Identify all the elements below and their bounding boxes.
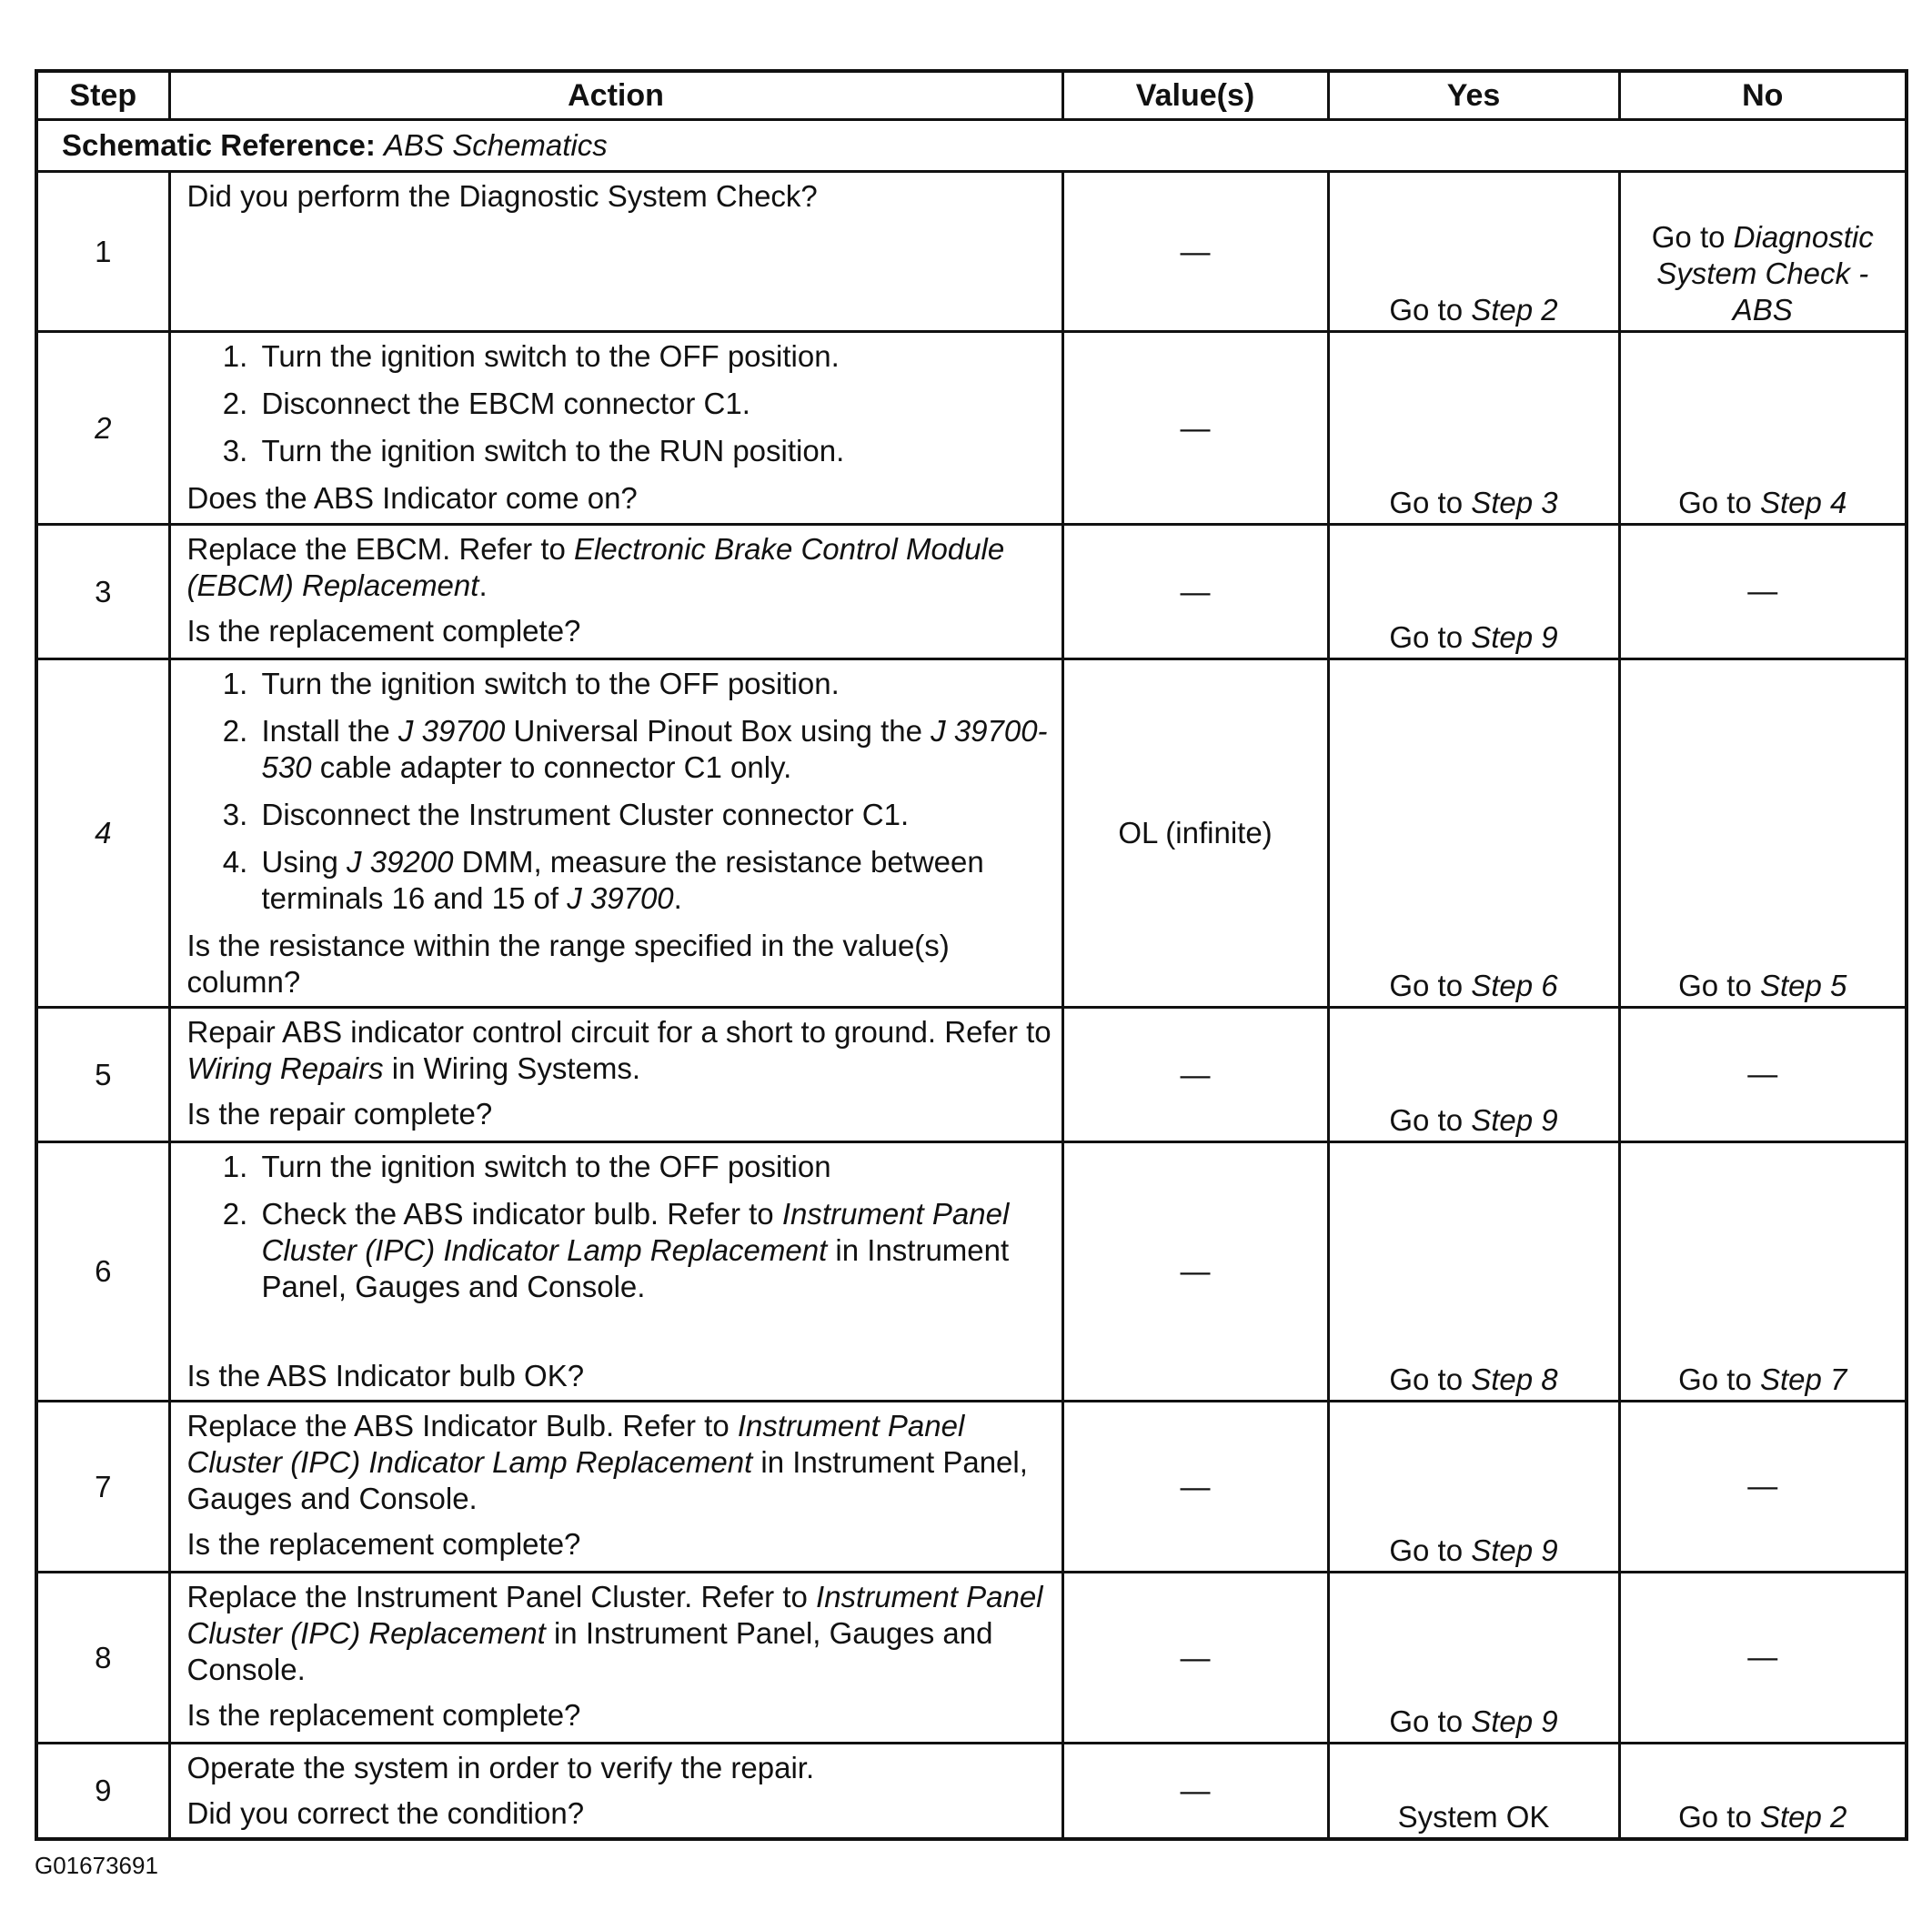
go-to-label: Go to	[1678, 1800, 1752, 1834]
list-item: 3. Turn the ignition switch to the RUN position.	[257, 433, 1052, 469]
step-number: 4	[36, 659, 169, 1008]
no-cell: —	[1619, 1008, 1907, 1142]
action-question: Does the ABS Indicator come on?	[186, 481, 638, 515]
action-cell	[169, 1008, 1062, 1142]
no-cell	[1619, 1744, 1907, 1840]
action-cell	[169, 1402, 1062, 1573]
action-cell	[169, 332, 1062, 525]
no-cell	[1619, 659, 1907, 1008]
go-to-label: Go to	[1389, 969, 1464, 1002]
value-cell: —	[1062, 1744, 1328, 1840]
tool-name: J 39700	[397, 714, 506, 748]
figure-id: G01673691	[35, 1852, 158, 1879]
reference-link[interactable]: Wiring Repairs	[186, 1051, 384, 1085]
action-question: Is the replacement complete?	[186, 1527, 581, 1561]
action-cell	[169, 659, 1062, 1008]
list-item-text: Using	[261, 845, 338, 879]
go-to-label: Go to	[1389, 1103, 1464, 1137]
list-item: 3. Disconnect the Instrument Cluster connector C1.	[257, 797, 1052, 833]
list-item-text: Universal Pinout Box using the	[513, 714, 922, 748]
action-text	[187, 1014, 1052, 1087]
no-step-link[interactable]: Step 4	[1759, 486, 1847, 519]
table-row	[36, 332, 1907, 525]
yes-step-link[interactable]: Step 6	[1471, 969, 1558, 1002]
no-cell	[1619, 332, 1907, 525]
table-row	[36, 1573, 1907, 1744]
action-question: Is the repair complete?	[186, 1097, 493, 1131]
yes-step-link[interactable]: Step 9	[1471, 1103, 1558, 1137]
step-number: 9	[36, 1744, 169, 1840]
reference-link[interactable]: Instrument Panel Cluster (IPC) Indicator Lamp Replacement	[186, 1409, 965, 1479]
yes-cell	[1328, 1573, 1619, 1744]
yes-cell: System OK	[1328, 1744, 1619, 1840]
action-question: Is the replacement complete?	[186, 1698, 581, 1732]
table-row	[36, 1142, 1907, 1402]
action-cell	[169, 525, 1062, 659]
yes-step-link[interactable]: Step 3	[1471, 486, 1558, 519]
go-to-label: Go to	[1678, 969, 1752, 1002]
value-cell: —	[1062, 1402, 1328, 1573]
list-item: 2. Disconnect the EBCM connector C1.	[257, 386, 1052, 422]
action-text-part: Replace the EBCM. Refer to	[186, 532, 566, 566]
yes-cell	[1328, 1402, 1619, 1573]
schematic-reference	[36, 120, 1907, 172]
reference-value: ABS Schematics	[384, 128, 608, 162]
header-step: Step	[36, 71, 169, 120]
reference-link[interactable]: Electronic Brake Control Module (EBCM) Replacement	[186, 532, 1005, 602]
tool-name: J 39200	[347, 845, 454, 879]
action-cell	[169, 1573, 1062, 1744]
action-text	[187, 1579, 1052, 1688]
action-question: Did you correct the condition?	[186, 1796, 585, 1830]
go-to-label: Go to	[1678, 486, 1752, 519]
yes-step-link[interactable]: Step 2	[1471, 293, 1558, 327]
value-cell: —	[1062, 1142, 1328, 1402]
step-number: 2	[36, 332, 169, 525]
step-number: 1	[36, 172, 169, 332]
yes-cell	[1328, 172, 1619, 332]
go-to-label: Go to	[1389, 1362, 1464, 1396]
yes-step-link[interactable]: Step 9	[1471, 1533, 1558, 1567]
table-row	[36, 1008, 1907, 1142]
list-item	[257, 713, 1052, 786]
action-text-part: in Wiring Systems.	[391, 1051, 640, 1085]
value-cell: —	[1062, 525, 1328, 659]
reference-link[interactable]: Instrument Panel Cluster (IPC) Indicator Lamp Replacement	[261, 1197, 1010, 1267]
header-yes: Yes	[1328, 71, 1619, 120]
step-number: 7	[36, 1402, 169, 1573]
go-to-label: Go to	[1389, 620, 1464, 654]
tool-name: J 39700	[567, 881, 674, 915]
go-to-label: Go to	[1389, 1704, 1464, 1738]
action-list	[187, 338, 1052, 469]
yes-step-link[interactable]: Step 9	[1471, 1704, 1558, 1738]
action-text-part: in Instrument Panel, Gauges and Console.	[186, 1616, 993, 1686]
list-item-text: in Instrument Panel, Gauges and Console.	[261, 1233, 1010, 1303]
value-cell: —	[1062, 1008, 1328, 1142]
yes-cell	[1328, 1142, 1619, 1402]
tool-name: J 39700-530	[261, 714, 1048, 784]
no-cell: —	[1619, 525, 1907, 659]
no-step-link[interactable]: Step 5	[1759, 969, 1847, 1002]
list-item: 1. Turn the ignition switch to the OFF position	[257, 1149, 1052, 1185]
value-cell: —	[1062, 1573, 1328, 1744]
table-row	[36, 1402, 1907, 1573]
action-text: Replace the EBCM. Refer to Electronic Brake Control Module (EBCM) Replacement.	[186, 532, 1005, 602]
yes-cell	[1328, 659, 1619, 1008]
table-row	[36, 1744, 1907, 1840]
header-no: No	[1619, 71, 1907, 120]
header-values: Value(s)	[1062, 71, 1328, 120]
list-item: 1. Turn the ignition switch to the OFF position.	[257, 666, 1052, 702]
go-to-label: Go to	[1389, 486, 1464, 519]
yes-cell	[1328, 525, 1619, 659]
go-to-label: Go to	[1678, 1362, 1752, 1396]
no-cell: —	[1619, 1402, 1907, 1573]
no-step-link[interactable]: Step 7	[1759, 1362, 1847, 1396]
yes-cell	[1328, 332, 1619, 525]
go-to-label: Go to	[1651, 220, 1726, 254]
list-item-text: Install the	[261, 714, 390, 748]
action-list	[187, 666, 1052, 917]
yes-step-link[interactable]: Step 9	[1471, 620, 1558, 654]
action-text: Did you perform the Diagnostic System Check?	[186, 179, 818, 213]
list-item-text: DMM, measure the resistance between terminals 16 and 15 of	[261, 845, 984, 915]
value-cell: OL (infinite)	[1062, 659, 1328, 1008]
action-question: Is the resistance within the range specified in the value(s) column?	[186, 929, 950, 999]
reference-label: Schematic Reference:	[62, 128, 376, 162]
schematic-reference-row	[36, 120, 1907, 172]
action-text	[187, 1408, 1052, 1517]
yes-step-link[interactable]: Step 8	[1471, 1362, 1558, 1396]
action-text-part: Repair ABS indicator control circuit for a short to ground. Refer to	[186, 1015, 1052, 1049]
no-step-link[interactable]: Step 2	[1759, 1800, 1847, 1834]
no-cell	[1619, 172, 1907, 332]
value-cell: —	[1062, 172, 1328, 332]
action-question: Is the ABS Indicator bulb OK?	[186, 1359, 585, 1392]
action-cell	[169, 1142, 1062, 1402]
list-item-text: cable adapter to connector C1 only.	[319, 750, 792, 784]
action-cell	[169, 1744, 1062, 1840]
table-row	[36, 525, 1907, 659]
list-item	[257, 1196, 1052, 1305]
reference-link[interactable]: Instrument Panel Cluster (IPC) Replacement	[186, 1580, 1043, 1650]
no-cell	[1619, 1142, 1907, 1402]
list-item-text: Check the ABS indicator bulb. Refer to	[261, 1197, 774, 1231]
header-row	[36, 71, 1907, 120]
list-item: 4. Using J 39200 DMM, measure the resistance between terminals 16 and 15 of J 39700.	[257, 844, 1052, 917]
action-text-part: in Instrument Panel, Gauges and Console.	[186, 1445, 1028, 1515]
no-step-link[interactable]: Diagnostic System Check - ABS	[1656, 220, 1874, 327]
action-cell	[169, 172, 1062, 332]
list-item: 1. Turn the ignition switch to the OFF position.	[257, 338, 1052, 375]
go-to-label: Go to	[1389, 293, 1464, 327]
table-row	[36, 659, 1907, 1008]
no-cell: —	[1619, 1573, 1907, 1744]
step-number: 6	[36, 1142, 169, 1402]
header-action: Action	[169, 71, 1062, 120]
action-text-part: Replace the Instrument Panel Cluster. Refer to	[186, 1580, 808, 1613]
action-list	[187, 1149, 1052, 1305]
yes-cell	[1328, 1008, 1619, 1142]
table-row	[36, 172, 1907, 332]
action-text-part: Replace the ABS Indicator Bulb. Refer to	[186, 1409, 730, 1442]
value-cell: —	[1062, 332, 1328, 525]
action-text: Operate the system in order to verify the repair.	[186, 1751, 815, 1784]
action-question: Is the replacement complete?	[186, 614, 581, 648]
diagnostic-table	[35, 69, 1908, 1841]
step-number: 5	[36, 1008, 169, 1142]
step-number: 8	[36, 1573, 169, 1744]
go-to-label: Go to	[1389, 1533, 1464, 1567]
step-number: 3	[36, 525, 169, 659]
